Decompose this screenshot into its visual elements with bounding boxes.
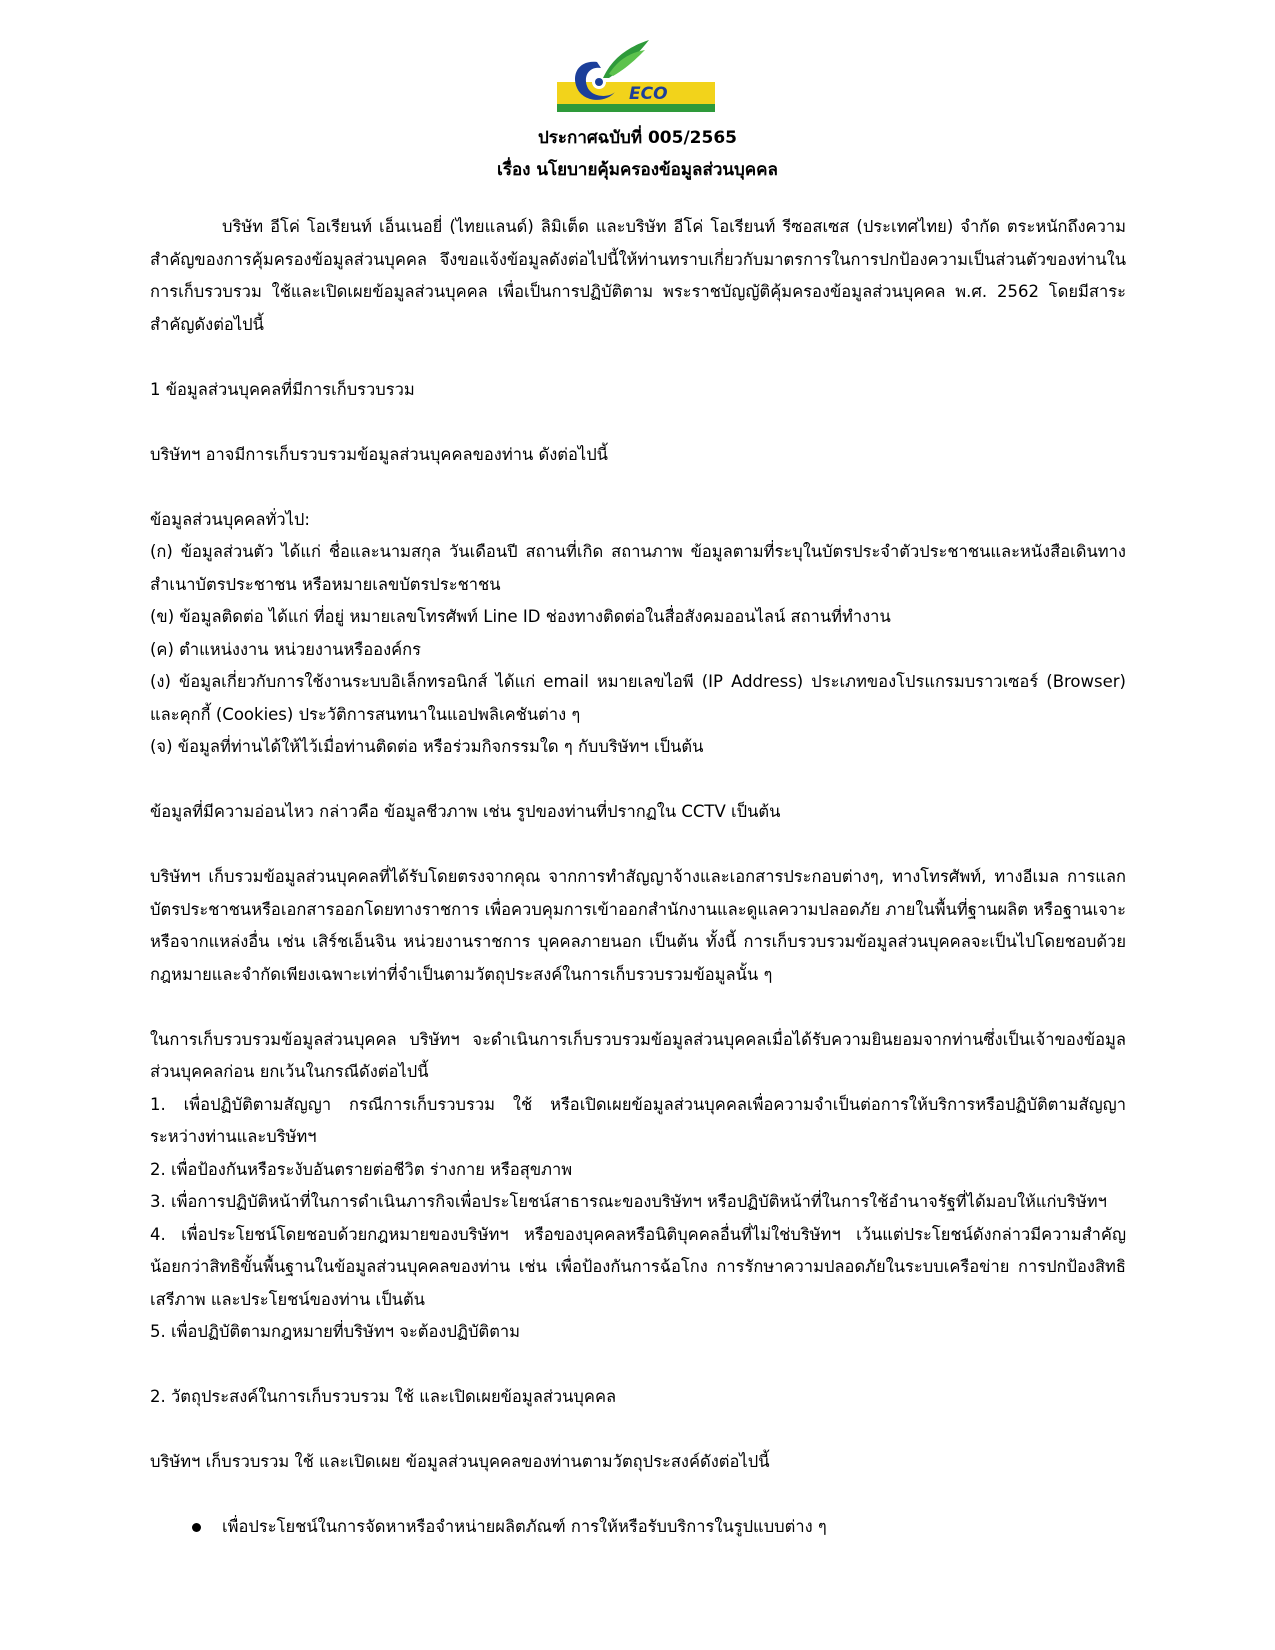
section-2-title: 2. วัตถุประสงค์ในการเก็บรวบรวม ใช้ และเปิดเผยข้อมูลส่วนบุคคล (150, 1387, 617, 1406)
section-2-lead: บริษัทฯ เก็บรวบรวม ใช้ และเปิดเผย ข้อมูลส่วนบุคคลของท่านตามวัตถุประสงค์ดังต่อไปนี้ (150, 1452, 770, 1471)
exception-item: 3. เพื่อการปฏิบัติหน้าที่ในการดำเนินภารกิจเพื่อประโยชน์สาธารณะของบริษัทฯ หรือปฏิบัติหน้าที่ในการใช้อำนาจรัฐที่ได้มอบให้แก่บริษัทฯ (150, 1192, 1107, 1211)
purpose-bullet-text: เพื่อประโยชน์ในการจัดหาหรือจำหน่ายผลิตภัณฑ์ การให้หรือรับบริการในรูปแบบต่าง ๆ (222, 1517, 827, 1536)
exception-item: 5. เพื่อปฏิบัติตามกฎหมายที่บริษัทฯ จะต้องปฏิบัติตาม (150, 1322, 521, 1341)
sensitive-data-paragraph: ข้อมูลที่มีความอ่อนไหว กล่าวคือ ข้อมูลชีวภาพ เช่น รูปของท่านที่ปรากฏใน CCTV เป็นต้น (150, 802, 781, 821)
general-data-item: (ง) ข้อมูลเกี่ยวกับการใช้งานระบบอิเล็กทรอนิกส์ ได้แก่ email หมายเลขไอพี (IP Address) ประเภทของโปรแกรมบราวเซอร์ (Browser) และคุกกี้ (Cookies) ประวัติการสนทนาในแอปพลิเคชันต่าง ๆ (150, 672, 1126, 724)
svg-text:ECO: ECO (629, 84, 668, 104)
announcement-number: ประกาศฉบับที่ 005/2565 (538, 128, 737, 148)
section-1-title: 1 ข้อมูลส่วนบุคคลที่มีการเก็บรวบรวม (150, 379, 415, 399)
document-body (150, 211, 1126, 1544)
collection-paragraph: บริษัทฯ เก็บรวมข้อมูลส่วนบุคคลที่ได้รับโดยตรงจากคุณ จากการทำสัญญาจ้างและเอกสารประกอบต่างๆ, ทางโทรศัพท์, ทางอีเมล การแลกบัตรประชาชนหรือเอกสารออกโดยทางราชการ เพื่อควบคุมการเข้าออกสำนักงานและดูแลความปลอดภัย ภายในพื้นที่ฐานผลิต หรือฐานเจาะ หรือจากแหล่งอื่น เช่น เสิร์ชเอ็นจิน หน่วยงานราชการ บุคคลภายนอก เป็นต้น ทั้งนี้ การเก็บรวบรวมข้อมูลส่วนบุคคลจะเป็นไปโดยชอบด้วยกฎหมายและจำกัดเพียงเฉพาะเท่าที่จำเป็นตามวัตถุประสงค์ในการเก็บรวบรวมข้อมูลนั้น ๆ (150, 867, 1126, 984)
announcement-subject: เรื่อง นโยบายคุ้มครองข้อมูลส่วนบุคคล (497, 160, 778, 180)
general-data-item: (จ) ข้อมูลที่ท่านได้ให้ไว้เมื่อท่านติดต่อ หรือร่วมกิจกรรมใด ๆ กับบริษัทฯ เป็นต้น (150, 737, 704, 756)
exception-item: 2. เพื่อป้องกันหรือระงับอันตรายต่อชีวิต ร่างกาย หรือสุขภาพ (150, 1159, 573, 1179)
purpose-bullet-item (150, 1511, 1126, 1544)
exception-item: 1. เพื่อปฏิบัติตามสัญญา กรณีการเก็บรวบรวม ใช้ หรือเปิดเผยข้อมูลส่วนบุคคลเพื่อความจำเป็นต่อการให้บริการหรือปฏิบัติตามสัญญาระหว่างท่านและบริษัทฯ (150, 1094, 1126, 1146)
eco-logo (557, 38, 715, 114)
section-1-lead: บริษัทฯ อาจมีการเก็บรวบรวมข้อมูลส่วนบุคคลของท่าน ดังต่อไปนี้ (150, 444, 608, 464)
intro-paragraph: บริษัท อีโค่ โอเรียนท์ เอ็นเนอยี่ (ไทยแลนด์) ลิมิเต็ด และบริษัท อีโค่ โอเรียนท์ รีซอสเซส (ประเทศไทย) จำกัด ตระหนักถึงความสำคัญของการคุ้มครองข้อมูลส่วนบุคคล จึงขอแจ้งข้อมูลดังต่อไปนี้ให้ท่านทราบเกี่ยวกับมาตรการในการปกป้องความเป็นส่วนตัวของท่านในการเก็บรวบรวม ใช้และเปิดเผยข้อมูลส่วนบุคคล เพื่อเป็นการปฏิบัติตาม พระราชบัญญัติคุ้มครองข้อมูลส่วนบุคคล พ.ศ. 2562 โดยมีสาระสำคัญดังต่อไปนี้ (150, 217, 1126, 334)
general-data-item: (ข) ข้อมูลติดต่อ ได้แก่ ที่อยู่ หมายเลขโทรศัพท์ Line ID ช่องทางติดต่อในสื่อสังคมออนไลน์ สถานที่ทำงาน (150, 607, 891, 626)
document-header (0, 122, 1275, 186)
exception-item: 4. เพื่อประโยชน์โดยชอบด้วยกฎหมายของบริษัทฯ หรือของบุคคลหรือนิติบุคคลอื่นที่ไม่ใช่บริษัทฯ เว้นแต่ประโยชน์ดังกล่าวมีความสำคัญน้อยกว่าสิทธิขั้นพื้นฐานในข้อมูลส่วนบุคคลของท่าน เช่น เพื่อป้องกันการฉ้อโกง การรักษาความปลอดภัยในระบบเครือข่าย การปกป้องสิทธิเสรีภาพ และประโยชน์ของท่าน เป็นต้น (150, 1224, 1126, 1309)
general-data-item: (ก) ข้อมูลส่วนตัว ได้แก่ ชื่อและนามสกุล วันเดือนปี สถานที่เกิด สถานภาพ ข้อมูลตามที่ระบุในบัตรประจำตัวประชาชนและหนังสือเดินทาง สำเนาบัตรประชาชน หรือหมายเลขบัตรประชาชน (150, 542, 1126, 594)
general-data-title: ข้อมูลส่วนบุคคลทั่วไป: (150, 509, 310, 529)
bullet-icon (192, 1523, 201, 1532)
general-data-item: (ค) ตำแหน่งงาน หน่วยงานหรือองค์กร (150, 639, 422, 659)
eco-logo-icon (557, 38, 715, 114)
consent-paragraph: ในการเก็บรวบรวมข้อมูลส่วนบุคคล บริษัทฯ จะดำเนินการเก็บรวบรวมข้อมูลส่วนบุคคลเมื่อได้รับความยินยอมจากท่านซึ่งเป็นเจ้าของข้อมูลส่วนบุคคลก่อน ยกเว้นในกรณีดังต่อไปนี้ (150, 1029, 1126, 1081)
